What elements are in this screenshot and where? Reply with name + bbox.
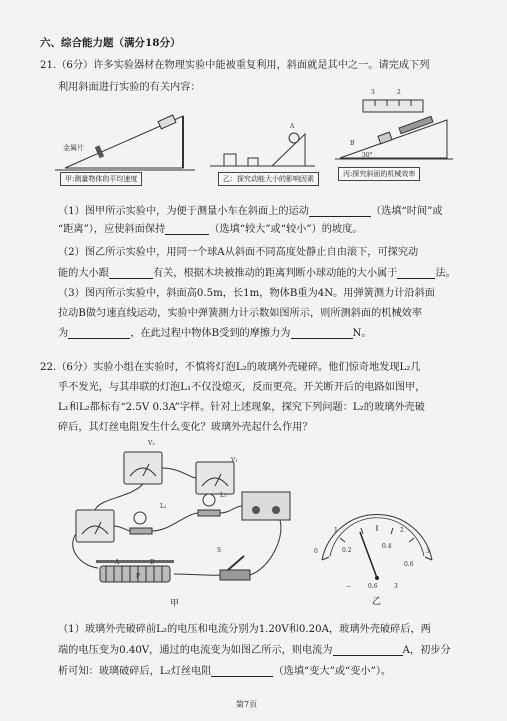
block-b-label: B bbox=[350, 140, 355, 147]
q21-stem-line2: 利用斜面进行实验的有关内容： bbox=[58, 82, 201, 93]
incline-figure-yi bbox=[210, 120, 320, 180]
ammeter-tick-04: 0.4 bbox=[382, 543, 392, 550]
q22-stem-line4: 碎后，其灯丝电阻发生什么变化？玻璃外壳起什么作用？ bbox=[58, 422, 313, 433]
q22-stem-line3: L₁和L₂都标有“2.5V 0.3A”字样。针对上述现象，探究下列问题：L₂的玻璃外壳破 bbox=[58, 402, 425, 413]
slider-p-label: P bbox=[136, 573, 141, 580]
ammeter-tick-06: 0.6 bbox=[404, 561, 414, 568]
page-number: 第7页 bbox=[236, 700, 258, 709]
q22-p1-line2: 端的电压变为0.40V，通过的电流变为如图乙所示，则电流为 A，初步分 bbox=[58, 645, 451, 656]
q21-p1-line2: “距离”），应使斜面保持 （选填“较大”或“较小”）的坡度。 bbox=[58, 224, 363, 235]
q22-stem-line1: 22.（6分）实验小组在实验时，不慎将灯泡L₂的玻璃外壳碰碎。他们惊奇地发现L₂几 bbox=[40, 362, 421, 373]
ammeter-tick-2: 2 bbox=[400, 527, 404, 534]
ammeter-tick-3: 3 bbox=[426, 548, 430, 555]
fig-yi-label: 乙 bbox=[372, 597, 382, 607]
q21-p3-line1: （3）图丙所示实验中，斜面高0.5m，长1m，物体B重为4N。用弹簧测力计沿斜面 bbox=[58, 288, 435, 299]
ammeter-tick-1: 1 bbox=[334, 527, 338, 534]
section-title: 六、综合能力题（满分18分） bbox=[40, 37, 181, 49]
fig-yi-caption: 乙：探究动能大小的影响因素 bbox=[218, 172, 319, 186]
q22-stem-line2: 乎不发光，与其串联的灯泡L₁不仅没熄灭，反而更亮。开关断开后的电路如图甲， bbox=[58, 382, 426, 393]
q21-stem-line1: 21.（6分）许多实验器材在物理实验中能被重复利用，斜面就是其中之一。请完成下列 bbox=[40, 60, 430, 71]
v2-label: V₂ bbox=[148, 440, 155, 447]
q21-p2-line2: 能的大小跟 有关，根据木块被推动的距离判断小球动能的大小属于 法。 bbox=[58, 268, 456, 279]
fig-jia-label: 甲 bbox=[170, 599, 180, 609]
ammeter-terminal-06: 0.6 bbox=[368, 583, 378, 590]
angle-label: 30° bbox=[362, 152, 373, 159]
q21-p3-line2: 拉动B做匀速直线运动，实验中弹簧测力计示数如图所示，则所测斜面的机械效率 bbox=[58, 308, 423, 319]
scale-2-label: 2 bbox=[397, 89, 401, 96]
q21-p2-line1: （2）图乙所示实验中，用同一个球A从斜面不同高度处静止自由滚下，可探究动 bbox=[58, 247, 419, 258]
scale-3-label: 3 bbox=[371, 89, 375, 96]
terminal-a-label: A bbox=[115, 559, 120, 566]
switch-s-label: S bbox=[217, 547, 222, 554]
fig-bing-caption: 丙:探究斜面的机械效率 bbox=[338, 167, 420, 181]
ammeter-terminal-minus: − bbox=[346, 583, 352, 590]
q21-p3-line3: 为 ，在此过程中物体B受到的摩擦力为 N。 bbox=[58, 328, 372, 339]
q22-p1-line1: （1）玻璃外壳破碎前L₂的电压和电流分别为1.20V和0.20A，玻璃外壳破碎后，两 bbox=[58, 624, 431, 635]
circuit-figure-jia bbox=[70, 438, 290, 618]
fig-jia-caption: 甲:测量物体的平均速度 bbox=[60, 172, 142, 186]
ammeter-terminal-3: 3 bbox=[394, 583, 398, 590]
q22-p1-line3: 析可知：玻璃破碎后，L₂灯丝电阻 （选填“变大”或“变小”）。 bbox=[58, 666, 392, 677]
ammeter-tick-02: 0.2 bbox=[342, 547, 352, 554]
l1-label: L₁ bbox=[220, 492, 227, 499]
l2-label: L₂ bbox=[160, 503, 167, 510]
metal-sheet-label: 金属片 bbox=[63, 144, 84, 152]
q21-p1-line1: （1）图甲所示实验中，为便于测量小车在斜面上的运动 （选填“时间”或 bbox=[58, 206, 443, 217]
ammeter-tick-0-outer: 0 bbox=[314, 548, 318, 555]
v1-label: V₁ bbox=[231, 457, 238, 464]
ammeter-figure-yi bbox=[312, 520, 442, 590]
incline-figure-bing bbox=[335, 96, 455, 166]
ball-a-label: A bbox=[290, 123, 295, 130]
terminal-b-label: B bbox=[150, 559, 155, 566]
